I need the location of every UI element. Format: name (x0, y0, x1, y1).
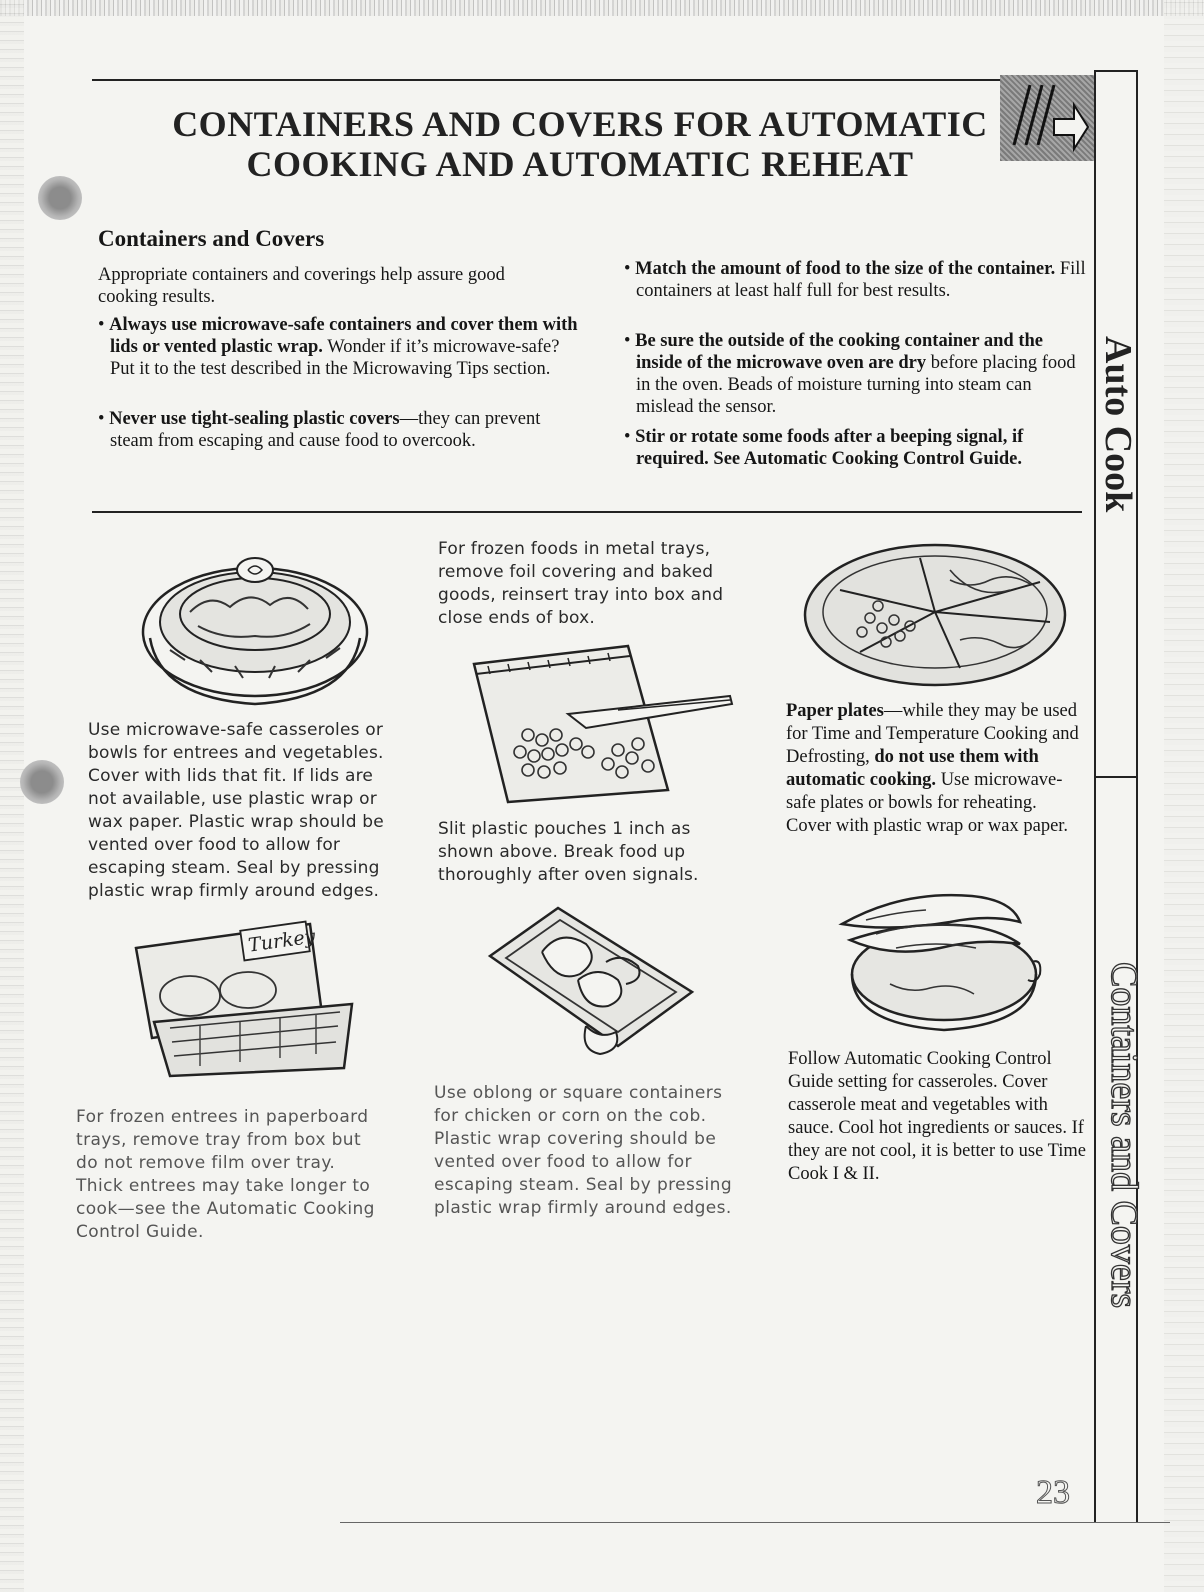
bullet-dry-container: • Be sure the outside of the cooking container and the inside of the microwave oven are dry before placing food in the oven. Beads of moisture turning into steam can mislead the sensor. (624, 331, 1076, 417)
tab-divider-rule (1094, 776, 1138, 778)
scan-right-edge (1164, 0, 1204, 1592)
binder-hole-middle (20, 760, 64, 804)
caption-paper-plates (786, 700, 1086, 838)
bullet-1-bold: Always use microwave-safe containers and cover them with lids or vented plastic wrap. (109, 315, 578, 357)
binder-hole-top (38, 176, 82, 220)
box-label: Turkey (246, 925, 317, 957)
paper-plates-text-2: Use microwave-safe plates or bowls for reheating. Cover with plastic wrap or wax paper. (786, 770, 1069, 836)
tab-left-rule (1094, 70, 1096, 1522)
side-tab-containers-covers: Containers and Covers (1103, 962, 1145, 1309)
tab-top-rule (1094, 70, 1138, 72)
bullet-stir-rotate: • Stir or rotate some foods after a beeping signal, if required. See Automatic Cooking Control Guide. (624, 427, 1024, 469)
auto-cook-logo (1000, 75, 1094, 161)
bullet-3-bold: Match the amount of food to the size of the container. (635, 259, 1056, 279)
bottom-rule (340, 1522, 1170, 1523)
bullet-match-amount: • Match the amount of food to the size of the container. Fill containers at least half full for best results. (624, 259, 1086, 301)
caption-paperboard: For frozen entrees in paperboard trays, remove tray from box but do not remove film over tray. Thick entrees may take longer to cook—see the Automatic Cooking Control Guide. (76, 1107, 375, 1242)
caption-pouches: Slit plastic pouches 1 inch as shown above. Break food up thoroughly after oven signals. (438, 819, 699, 885)
paper-plate-illustration (800, 540, 1070, 690)
side-tab-auto-cook: Auto Cook (1097, 336, 1139, 513)
logo-arrow-icon (1000, 75, 1094, 161)
caption-casserole: Use microwave-safe casseroles or bowls for entrees and vegetables. Cover with lids that fit. If lids are not available, use plastic wrap or wax paper. Plastic wrap should be vented over food to allow for escaping steam. Seal by pressing plastic wrap firmly around edges. (88, 720, 384, 901)
section-heading: Containers and Covers (98, 226, 325, 251)
oblong-dish-illustration (486, 906, 696, 1061)
bullet-5-bold: Stir or rotate some foods after a beeping signal, if required. See Automatic Cooking Control Guide. (635, 427, 1024, 469)
title-line-2: COOKING AND AUTOMATIC REHEAT (246, 144, 914, 184)
paperboard-tray-illustration (130, 918, 360, 1078)
caption-follow-guide: Follow Automatic Cooking Control Guide setting for casseroles. Cover casserole meat and vegetables with sauce. Cool hot ingredients or sauces. If they are not cool, it is better to use Time Cook I & II. (788, 1049, 1087, 1184)
bullet-3-text: Fill containers at least half full for best results. (636, 259, 1086, 301)
title-line-1: CONTAINERS AND COVERS FOR AUTOMATIC (172, 104, 988, 144)
sauce-casserole-illustration (836, 884, 1042, 1034)
scan-top-border (0, 0, 1204, 16)
intro-lead: Appropriate containers and coverings help assure good cooking results. (98, 265, 505, 307)
pouch-illustration (468, 640, 738, 805)
page-number: 23 (1036, 1474, 1070, 1511)
bullet-4-text: before placing food in the oven. Beads of moisture turning into steam can mislead the sensor. (636, 353, 1076, 417)
paper-plates-text-1: —while they may be used for Time and Temperature Cooking and Defrosting, (786, 701, 1079, 767)
caption-metal-trays: For frozen foods in metal trays, remove foil covering and baked goods, reinsert tray into box and close ends of box. (438, 539, 724, 628)
top-rule (92, 79, 1092, 81)
bullet-tight-sealing: • Never use tight-sealing plastic covers—they can prevent steam from escaping and cause food to overcook. (98, 409, 541, 451)
bullet-2-text: —they can prevent steam from escaping and cause food to overcook. (110, 409, 541, 451)
section-rule (92, 511, 1082, 513)
bullet-1-text: Wonder if it’s microwave-safe? Put it to the test described in the Microwaving Tips section. (110, 337, 560, 379)
bullet-microwave-safe: • Always use microwave-safe containers and cover them with lids or vented plastic wrap. Wonder if it’s microwave-safe? Put it to the test described in the Microwaving Tips section. (98, 315, 578, 379)
paper-plates-bold-1: Paper plates (786, 701, 884, 721)
page-title (150, 104, 1010, 184)
paper-plates-bold-2: do not use them with automatic cooking. (786, 747, 1039, 790)
bullet-2-bold: Never use tight-sealing plastic covers (109, 409, 400, 429)
scan-left-edge (0, 0, 24, 1592)
caption-oblong: Use oblong or square containers for chicken or corn on the cob. Plastic wrap covering should be vented over food to allow for escaping steam. Seal by pressing plastic wrap firmly around edges. (434, 1083, 733, 1218)
casserole-illustration (140, 540, 370, 710)
bullet-4-bold: Be sure the outside of the cooking container and the inside of the microwave oven are dry (635, 331, 1043, 373)
